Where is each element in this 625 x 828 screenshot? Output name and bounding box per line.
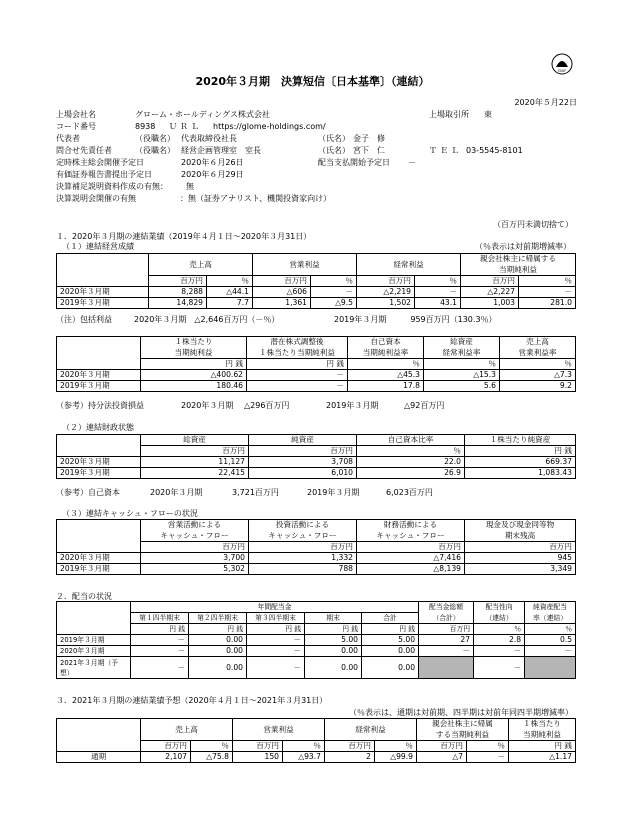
header-q3: 第３四半期末 — [247, 613, 305, 624]
exchange-value: 東 — [484, 110, 492, 119]
cell: － — [247, 646, 305, 657]
row-label: 2020年３月期 — [57, 646, 131, 657]
table-row — [57, 370, 576, 381]
row-label: 通期 — [57, 752, 141, 763]
cell: 9.2 — [500, 381, 576, 392]
code-label: コード番号 — [56, 122, 96, 131]
table-row — [57, 635, 576, 646]
cell: － — [474, 657, 525, 679]
header-ord-income: 経常利益 — [357, 254, 461, 276]
comprehensive-income-label: （注）包括利益 — [56, 315, 112, 324]
tel-value: 03-5545-8101 — [466, 146, 523, 155]
header-equity-ratio: 自己資本比率 — [357, 435, 465, 446]
unit-cell: 百万円 — [233, 741, 283, 752]
header-blank — [57, 435, 141, 446]
table-row — [57, 457, 576, 468]
cell: 1,361 — [253, 298, 311, 309]
unit-cell: 百万円 — [141, 446, 249, 457]
header-annual-dividend: 年間配当金 — [131, 602, 419, 613]
equity-method-2020: △296百万円 — [244, 401, 290, 410]
unit-cell: 円 銭 — [131, 624, 189, 635]
cell: 0.00 — [305, 657, 362, 679]
unit-cell: ％ — [519, 276, 576, 287]
unit-cell: 百万円 — [325, 741, 375, 752]
cell: △75.8 — [191, 752, 233, 763]
header-ord-income: 経常利益 — [325, 719, 417, 741]
unit-cell: 百万円 — [465, 542, 576, 553]
unit-cell: ％ — [467, 741, 509, 752]
header-sales: 売上高 — [149, 254, 253, 276]
cell: 5,302 — [141, 564, 249, 575]
contact-name: 宮下 仁 — [353, 146, 385, 155]
cell: 5.00 — [305, 635, 362, 646]
own-capital-2020: 3,721百万円 — [232, 488, 279, 497]
comprehensive-income-2019: 2019年３月期 959百万円（130.3％） — [334, 315, 497, 324]
svg-text:FASF: FASF — [557, 69, 567, 73]
brief-value: ：無（証券アナリスト、機関投資家向け） — [180, 194, 332, 203]
row-label: 2020年３月期 — [57, 553, 141, 564]
header-margin-1: 売上高 — [500, 337, 576, 348]
cell: △7 — [417, 752, 467, 763]
dividend-table — [56, 601, 576, 679]
unit-cell: ％ — [207, 276, 253, 287]
header-investing-cf-2: キャッシュ・フロー — [249, 531, 357, 542]
cell: － — [247, 635, 305, 646]
row-label — [57, 657, 131, 679]
unit-cell: ％ — [415, 276, 461, 287]
unit-cell: 円 銭 — [509, 741, 576, 752]
unit-cell: ％ — [500, 359, 576, 370]
own-capital-2019-label: 2019年３月期 — [307, 488, 360, 497]
header-q2: 第２四半期末 — [189, 613, 247, 624]
cell: － — [419, 646, 474, 657]
cell: 3,349 — [465, 564, 576, 575]
table-row — [57, 468, 576, 479]
brief-label: 決算説明会開催の有無 — [56, 194, 136, 203]
cell: △7,416 — [357, 553, 465, 564]
cell: 0.00 — [305, 646, 362, 657]
rep-role: 代表取締役社長 — [181, 134, 237, 143]
cell-shaded — [419, 657, 474, 679]
cell: － — [131, 635, 189, 646]
unit-cell: 円 銭 — [362, 624, 419, 635]
table-row — [57, 646, 576, 657]
forecast-label-1: 2021年３月期（予 — [60, 658, 119, 667]
unit-cell: 百万円 — [461, 276, 519, 287]
unit-cell: 百万円 — [253, 276, 311, 287]
header-cash-1: 現金及び現金同等物 — [465, 520, 576, 531]
cell: 5.6 — [424, 381, 500, 392]
row-label: 2019年３月期 — [57, 564, 141, 575]
header-diluted-2: １株当たり当期純利益 — [247, 348, 348, 359]
unit-cell: 百万円 — [141, 542, 249, 553]
sec1-sub3: （３）連結キャッシュ・フローの状況 — [62, 509, 198, 518]
cell: 669.37 — [465, 457, 576, 468]
header-roa-2: 経常利益率 — [424, 348, 500, 359]
cell: － — [131, 657, 189, 679]
page-title: 2020年３月期 決算短信〔日本基準〕（連結） — [195, 75, 430, 88]
cell: 150 — [233, 752, 283, 763]
own-capital-label: （参考）自己資本 — [56, 488, 120, 497]
unit-cell: ％ — [375, 741, 417, 752]
cell: △8,139 — [357, 564, 465, 575]
cell: 0.00 — [189, 646, 247, 657]
sec3-title: ３．2021年３月期の連結業績予想（2020年４月１日～2021年３月31日） — [56, 696, 328, 705]
table-row — [57, 657, 576, 679]
cash-flow-table — [56, 519, 576, 575]
cell: 6,010 — [249, 468, 357, 479]
rep-role-label: （役職名） — [135, 134, 175, 143]
cell: 43.1 — [415, 298, 461, 309]
cell: △45.3 — [348, 370, 424, 381]
row-label: 2019年３月期 — [57, 298, 149, 309]
row-label: 2019年３月期 — [57, 468, 141, 479]
header-total-div-2: （合計） — [419, 613, 474, 624]
unit-cell: 円 銭 — [305, 624, 362, 635]
cell: 2.8 — [474, 635, 525, 646]
cell: △93.7 — [283, 752, 325, 763]
header-net-income-2: する当期純利益 — [417, 730, 509, 741]
header-doe-1: 純資産配当 — [525, 602, 576, 613]
unit-cell: ％ — [191, 741, 233, 752]
table-row — [57, 381, 576, 392]
header-op-income: 営業利益 — [253, 254, 357, 276]
cell: 0.00 — [189, 635, 247, 646]
per-share-table — [56, 336, 576, 392]
header-roe-2: 当期純利益率 — [348, 348, 424, 359]
header-op-income: 営業利益 — [233, 719, 325, 741]
unit-cell: 円 銭 — [247, 359, 348, 370]
company-name: グローム・ホールディングス株式会社 — [135, 110, 270, 119]
rep-name-label: （氏名） — [318, 134, 350, 143]
table-row — [57, 752, 576, 763]
supp-value: 無 — [186, 182, 194, 191]
company-name-label: 上場会社名 — [56, 110, 96, 119]
cell: △99.9 — [375, 752, 417, 763]
cell: △1.17 — [509, 752, 576, 763]
cell: △606 — [253, 287, 311, 298]
header-operating-cf-2: キャッシュ・フロー — [141, 531, 249, 542]
cell: 2 — [325, 752, 375, 763]
unit-cell: ％ — [311, 276, 357, 287]
cell: 7.7 — [207, 298, 253, 309]
contact-name-label: （氏名） — [318, 146, 350, 155]
table-row — [57, 564, 576, 575]
cell: 0.00 — [362, 646, 419, 657]
cell: △44.1 — [207, 287, 253, 298]
unit-blank — [57, 446, 141, 457]
cell: － — [247, 370, 348, 381]
tel-label: ＴＥＬ — [429, 146, 462, 155]
sec1-sub1: （１）連結経営成績 — [62, 242, 134, 251]
code-value: 8938 — [135, 122, 156, 131]
unit-cell: 円 銭 — [141, 359, 247, 370]
header-margin-2: 営業利益率 — [500, 348, 576, 359]
equity-method-2020-label: 2020年３月期 — [181, 401, 234, 410]
row-label: 2019年３月期 — [57, 635, 131, 646]
rep-name: 金子 修 — [353, 134, 385, 143]
cell: － — [525, 646, 576, 657]
sec3-pct-note: （％表示は、通期は対前期、四半期は対前年同四半期増減率） — [349, 708, 573, 717]
cell: － — [415, 287, 461, 298]
cell: － — [131, 646, 189, 657]
cell: △2,219 — [357, 287, 415, 298]
report-date: 2020年５月22日 — [514, 98, 577, 107]
header-bps: １株当たり純資産 — [465, 435, 576, 446]
unit-cell: 百万円 — [417, 741, 467, 752]
header-net-income-1: 親会社株主に帰属する — [461, 254, 576, 265]
contact-label: 問合せ先責任者 — [56, 146, 112, 155]
unit-cell: 百万円 — [149, 276, 207, 287]
cell: 17.8 — [348, 381, 424, 392]
sec2-title: ２．配当の状況 — [56, 592, 112, 601]
header-operating-cf-1: 営業活動による — [141, 520, 249, 531]
header-diluted-1: 潜在株式調整後 — [247, 337, 348, 348]
agm-label: 定時株主総会開催予定日 — [56, 158, 144, 167]
url-label: ＵＲＬ — [169, 122, 202, 131]
div-date-value: － — [408, 158, 416, 167]
equity-method-label: （参考）持分法投資損益 — [56, 401, 144, 410]
comprehensive-income-2020: 2020年３月期 △2,646百万円（－％） — [134, 315, 280, 324]
unit-cell: 円 銭 — [247, 624, 305, 635]
equity-method-2019: △92百万円 — [404, 401, 445, 410]
row-label: 2019年３月期 — [57, 381, 141, 392]
cell: 1,502 — [357, 298, 415, 309]
fasf-logo — [551, 53, 573, 75]
cell: △9.5 — [311, 298, 357, 309]
unit-cell: 円 銭 — [189, 624, 247, 635]
cell: 3,700 — [141, 553, 249, 564]
table-row — [57, 287, 576, 298]
header-blank — [57, 254, 149, 276]
header-eps-2: 当期純利益 — [509, 730, 576, 741]
sec1-pct-note: （％表示は対前期増減率） — [475, 242, 571, 251]
table-row — [57, 553, 576, 564]
unit-cell: 百万円 — [357, 542, 465, 553]
cell: 1,332 — [249, 553, 357, 564]
header-net-income-1: 親会社株主に帰属 — [417, 719, 509, 730]
header-total-div-1: 配当金総額 — [419, 602, 474, 613]
own-capital-2020-label: 2020年３月期 — [150, 488, 203, 497]
cell: 11,127 — [141, 457, 249, 468]
cell-shaded — [525, 657, 576, 679]
cell: － — [474, 646, 525, 657]
unit-cell: ％ — [525, 624, 576, 635]
header-cash-2: 期末残高 — [465, 531, 576, 542]
header-blank — [57, 719, 141, 741]
cell: △7.3 — [500, 370, 576, 381]
unit-cell: ％ — [357, 446, 465, 457]
header-sales: 売上高 — [141, 719, 233, 741]
header-eps-2: 当期純利益 — [141, 348, 247, 359]
unit-cell: ％ — [424, 359, 500, 370]
contact-role: 経営企画管理室 室長 — [181, 146, 261, 155]
unit-blank — [57, 359, 141, 370]
unit-note: （百万円未満切捨て） — [493, 220, 573, 229]
row-label: 2020年３月期 — [57, 370, 141, 381]
header-roe-1: 自己資本 — [348, 337, 424, 348]
cell: － — [247, 381, 348, 392]
cell: 26.9 — [357, 468, 465, 479]
header-roa-1: 総資産 — [424, 337, 500, 348]
unit-blank — [57, 542, 141, 553]
cell: 8,288 — [149, 287, 207, 298]
unit-cell: ％ — [283, 741, 325, 752]
sec1-sub2: （２）連結財政状態 — [62, 423, 134, 432]
cell: △2,227 — [461, 287, 519, 298]
cell: 3,708 — [249, 457, 357, 468]
header-total: 合計 — [362, 613, 419, 624]
rep-label: 代表者 — [56, 134, 80, 143]
cell: 281.0 — [519, 298, 576, 309]
cell: － — [247, 657, 305, 679]
row-label: 2020年３月期 — [57, 457, 141, 468]
unit-cell: ％ — [348, 359, 424, 370]
cell: 180.46 — [141, 381, 247, 392]
unit-blank — [57, 276, 149, 287]
cell: 1,083.43 — [465, 468, 576, 479]
header-year-end: 期末 — [305, 613, 362, 624]
unit-cell: 百万円 — [419, 624, 474, 635]
header-q1: 第１四半期末 — [131, 613, 189, 624]
cell: － — [467, 752, 509, 763]
unit-cell: 百万円 — [141, 741, 191, 752]
cell: 27 — [419, 635, 474, 646]
own-capital-2019: 6,023百万円 — [386, 488, 433, 497]
unit-cell: 百万円 — [249, 542, 357, 553]
cell: 788 — [249, 564, 357, 575]
cell: 0.00 — [189, 657, 247, 679]
cell: 2,107 — [141, 752, 191, 763]
forecast-table — [56, 718, 576, 763]
equity-method-2019-label: 2019年３月期 — [326, 401, 379, 410]
header-payout-1: 配当性向 — [474, 602, 525, 613]
cell: － — [519, 287, 576, 298]
header-financing-cf-1: 財務活動による — [357, 520, 465, 531]
header-payout-2: （連結） — [474, 613, 525, 624]
cell: 0.00 — [362, 657, 419, 679]
cell: △15.3 — [424, 370, 500, 381]
exchange-label: 上場取引所 — [429, 110, 469, 119]
cell: 945 — [465, 553, 576, 564]
unit-cell: 円 銭 — [465, 446, 576, 457]
div-date-label: 配当支払開始予定日 — [318, 158, 390, 167]
sec1-title: １．2020年３月期の連結業績（2019年４月１日～2020年３月31日） — [56, 232, 312, 241]
cell: 14,829 — [149, 298, 207, 309]
unit-blank — [57, 624, 131, 635]
url-link[interactable]: https://glome-holdings.com/ — [213, 122, 326, 131]
header-financing-cf-2: キャッシュ・フロー — [357, 531, 465, 542]
cell: 22,415 — [141, 468, 249, 479]
supp-label: 決算補足説明資料作成の有無： — [56, 182, 168, 191]
header-blank — [57, 337, 141, 359]
forecast-label-2: 想） — [60, 668, 74, 677]
contact-role-label: （役職名） — [135, 146, 175, 155]
cell: △400.62 — [141, 370, 247, 381]
unit-blank — [57, 741, 141, 752]
financial-position-table — [56, 434, 576, 479]
cell: 1,003 — [461, 298, 519, 309]
cell: 22.0 — [357, 457, 465, 468]
header-doe-2: 率（連結） — [525, 613, 576, 624]
header-investing-cf-1: 投資活動による — [249, 520, 357, 531]
unit-cell: 百万円 — [249, 446, 357, 457]
cell: － — [311, 287, 357, 298]
report-value: 2020年６月29日 — [181, 170, 244, 179]
header-total-assets: 総資産 — [141, 435, 249, 446]
report-label: 有価証券報告書提出予定日 — [56, 170, 152, 179]
header-blank — [57, 520, 141, 542]
header-eps-1: １株当たり — [509, 719, 576, 730]
cell: 0.5 — [525, 635, 576, 646]
table-row — [57, 298, 576, 309]
operating-results-table — [56, 253, 576, 309]
header-eps-1: １株当たり — [141, 337, 247, 348]
unit-cell: ％ — [474, 624, 525, 635]
agm-value: 2020年６月26日 — [181, 158, 244, 167]
header-blank — [57, 602, 131, 624]
unit-cell: 百万円 — [357, 276, 415, 287]
cell: 5.00 — [362, 635, 419, 646]
header-net-assets: 純資産 — [249, 435, 357, 446]
row-label: 2020年３月期 — [57, 287, 149, 298]
header-net-income-2: 当期純利益 — [461, 265, 576, 276]
